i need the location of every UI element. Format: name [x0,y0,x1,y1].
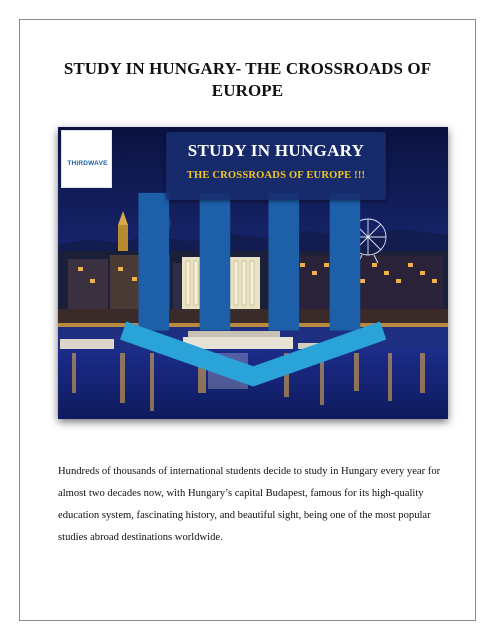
body-paragraph: Hundreds of thousands of international students decide to study in Hungary every year for almost two decades now, with Hungary’s capital Budapest, famous for its high-quality education system, fascinating history, and beautiful sight, being one of the most popular studies abroad destinations worldwide. [58,466,441,543]
logo-text: THIRDWAVE [67,160,108,167]
hero-banner [166,132,386,200]
banner-subtitle: THE CROSSROADS OF EUROPE !!! [186,170,366,181]
thirdwave-logo [61,130,112,188]
hero-image [58,127,448,419]
banner-title: STUDY IN HUNGARY [187,141,365,160]
document-title: STUDY IN HUNGARY- THE CROSSROADS OF EUROPE [63,59,432,100]
